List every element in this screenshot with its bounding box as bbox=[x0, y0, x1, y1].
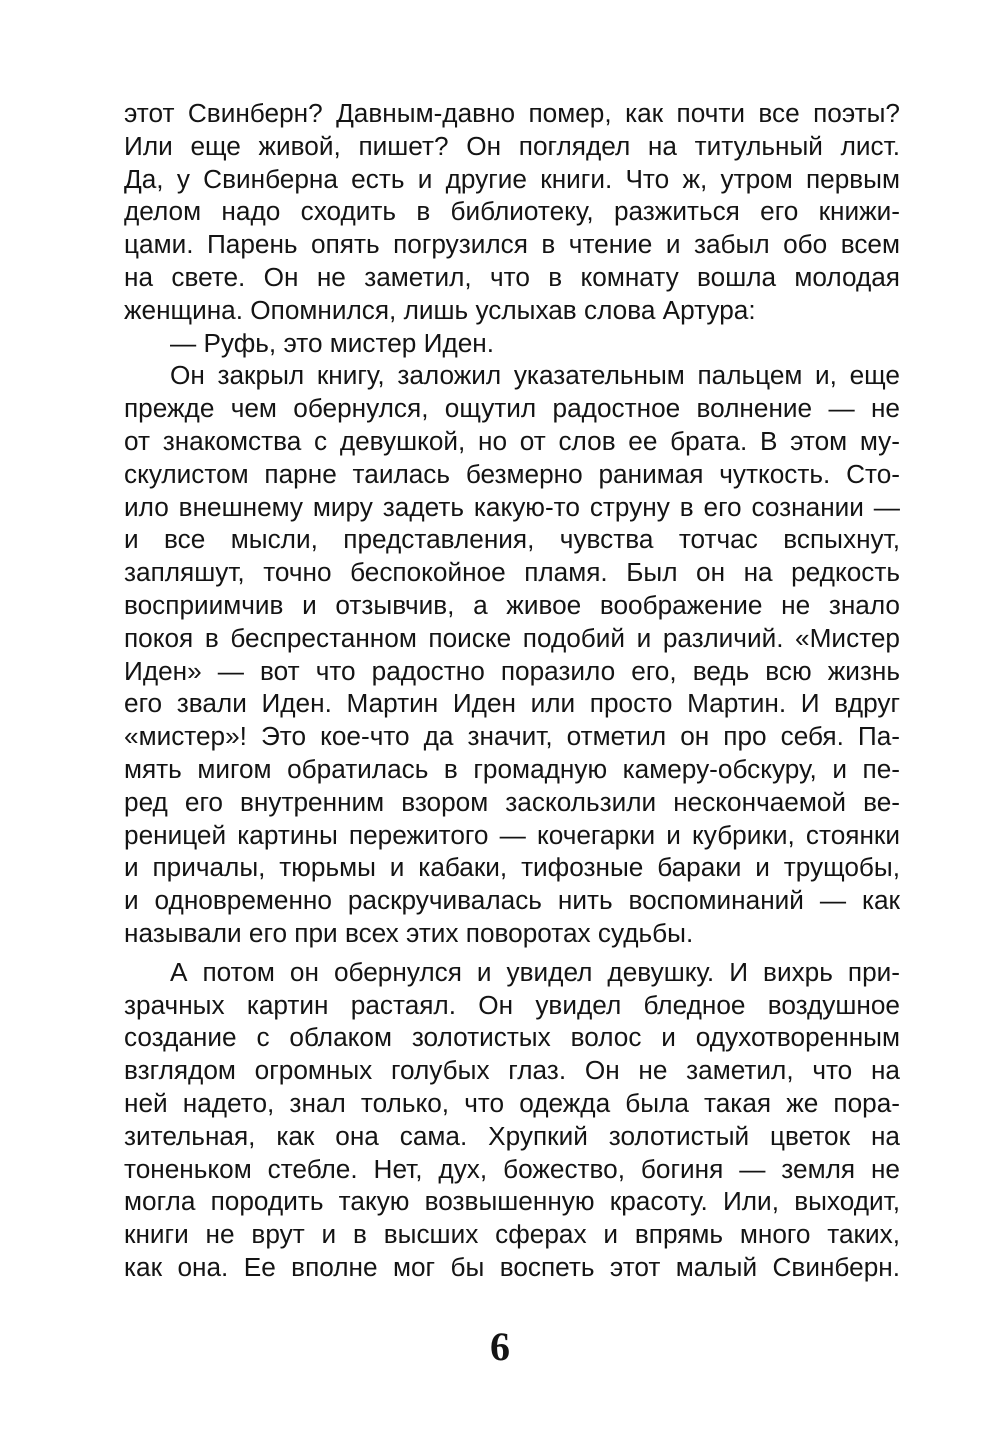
text-line: ней надето, знал только, что одежда была такая же пора- bbox=[124, 1087, 900, 1118]
text-line: ило внешнему миру задеть какую-то струну в его сознании — bbox=[124, 491, 900, 522]
text-line: и причалы, тюрьмы и кабаки, тифозные бараки и трущобы, bbox=[124, 852, 900, 883]
text-line: и одновременно раскручивалась нить воспоминаний — как bbox=[124, 885, 900, 916]
text-line: Иден» — вот что радостно поразило его, ведь всю жизнь bbox=[124, 655, 900, 686]
text-line: называли его при всех этих поворотах судьбы. bbox=[124, 917, 694, 948]
paragraph-start-line: А потом он обернулся и увидел девушку. И вихрь при- bbox=[170, 956, 900, 987]
text-line: мять мигом обратилась в громадную камеру-обскуру, и пе- bbox=[124, 753, 900, 784]
text-line: восприимчив и отзывчив, а живое воображение не знало bbox=[124, 589, 900, 620]
text-line: запляшут, точно беспокойное пламя. Был он на редкость bbox=[124, 557, 900, 588]
text-line: делом надо сходить в библиотеку, разжиться его книжи- bbox=[124, 196, 900, 227]
text-line: реницей картины пережитого — кочегарки и кубрики, стоянки bbox=[124, 819, 900, 850]
paragraph-start-line: Он закрыл книгу, заложил указательным пальцем и, еще bbox=[170, 360, 900, 391]
text-line: «мистер»! Это кое-что да значит, отметил он про себя. Па- bbox=[124, 721, 900, 752]
text-line: ред его внутренним взором заскользили нескончаемой ве- bbox=[124, 786, 900, 817]
dialogue-line: — Руфь, это мистер Иден. bbox=[170, 327, 495, 358]
text-line: Да, у Свинберна есть и другие книги. Что ж, утром первым bbox=[124, 163, 900, 194]
text-line: взглядом огромных голубых глаз. Он не заметил, что на bbox=[124, 1055, 900, 1086]
text-line: могла породить такую возвышенную красоту. Или, выходит, bbox=[124, 1186, 900, 1217]
text-line: Или еще живой, пишет? Он поглядел на титульный лист. bbox=[124, 130, 900, 161]
text-line: как она. Ее вполне мог бы воспеть этот малый Свинберн. bbox=[124, 1251, 900, 1282]
text-line: книги не врут и в высших сферах и впрямь много таких, bbox=[124, 1219, 900, 1250]
text-line: зительная, как она сама. Хрупкий золотистый цветок на bbox=[124, 1120, 900, 1151]
page-number: 6 bbox=[490, 1324, 510, 1369]
text-line: тоненьком стебле. Нет, дух, божество, богиня — земля не bbox=[124, 1153, 900, 1184]
text-line: его звали Иден. Мартин Иден или просто Мартин. И вдруг bbox=[124, 688, 900, 719]
text-line: создание с облаком золотистых волос и одухотворенным bbox=[124, 1022, 900, 1053]
text-line: скулистом парне таилась безмерно ранимая чуткость. Сто- bbox=[124, 458, 900, 489]
text-line: прежде чем обернулся, ощутил радостное волнение — не bbox=[124, 393, 900, 424]
body-text bbox=[124, 97, 900, 1284]
text-line: на свете. Он не заметил, что в комнату вошла молодая bbox=[124, 261, 900, 292]
text-line: и все мысли, представления, чувства тотчас вспыхнут, bbox=[124, 524, 900, 555]
text-line: покоя в беспрестанном поиске подобий и различий. «Мистер bbox=[124, 622, 900, 653]
text-line: этот Свинберн? Давным-давно помер, как почти все поэты? bbox=[124, 98, 900, 128]
text-line: зрачных картин растаял. Он увидел бледное воздушное bbox=[124, 989, 900, 1020]
text-line: цами. Парень опять погрузился в чтение и забыл обо всем bbox=[124, 229, 900, 260]
text-line: женщина. Опомнился, лишь услыхав слова Артура: bbox=[124, 294, 756, 325]
text-line: от знакомства с девушкой, но от слов ее брата. В этом му- bbox=[124, 425, 900, 456]
